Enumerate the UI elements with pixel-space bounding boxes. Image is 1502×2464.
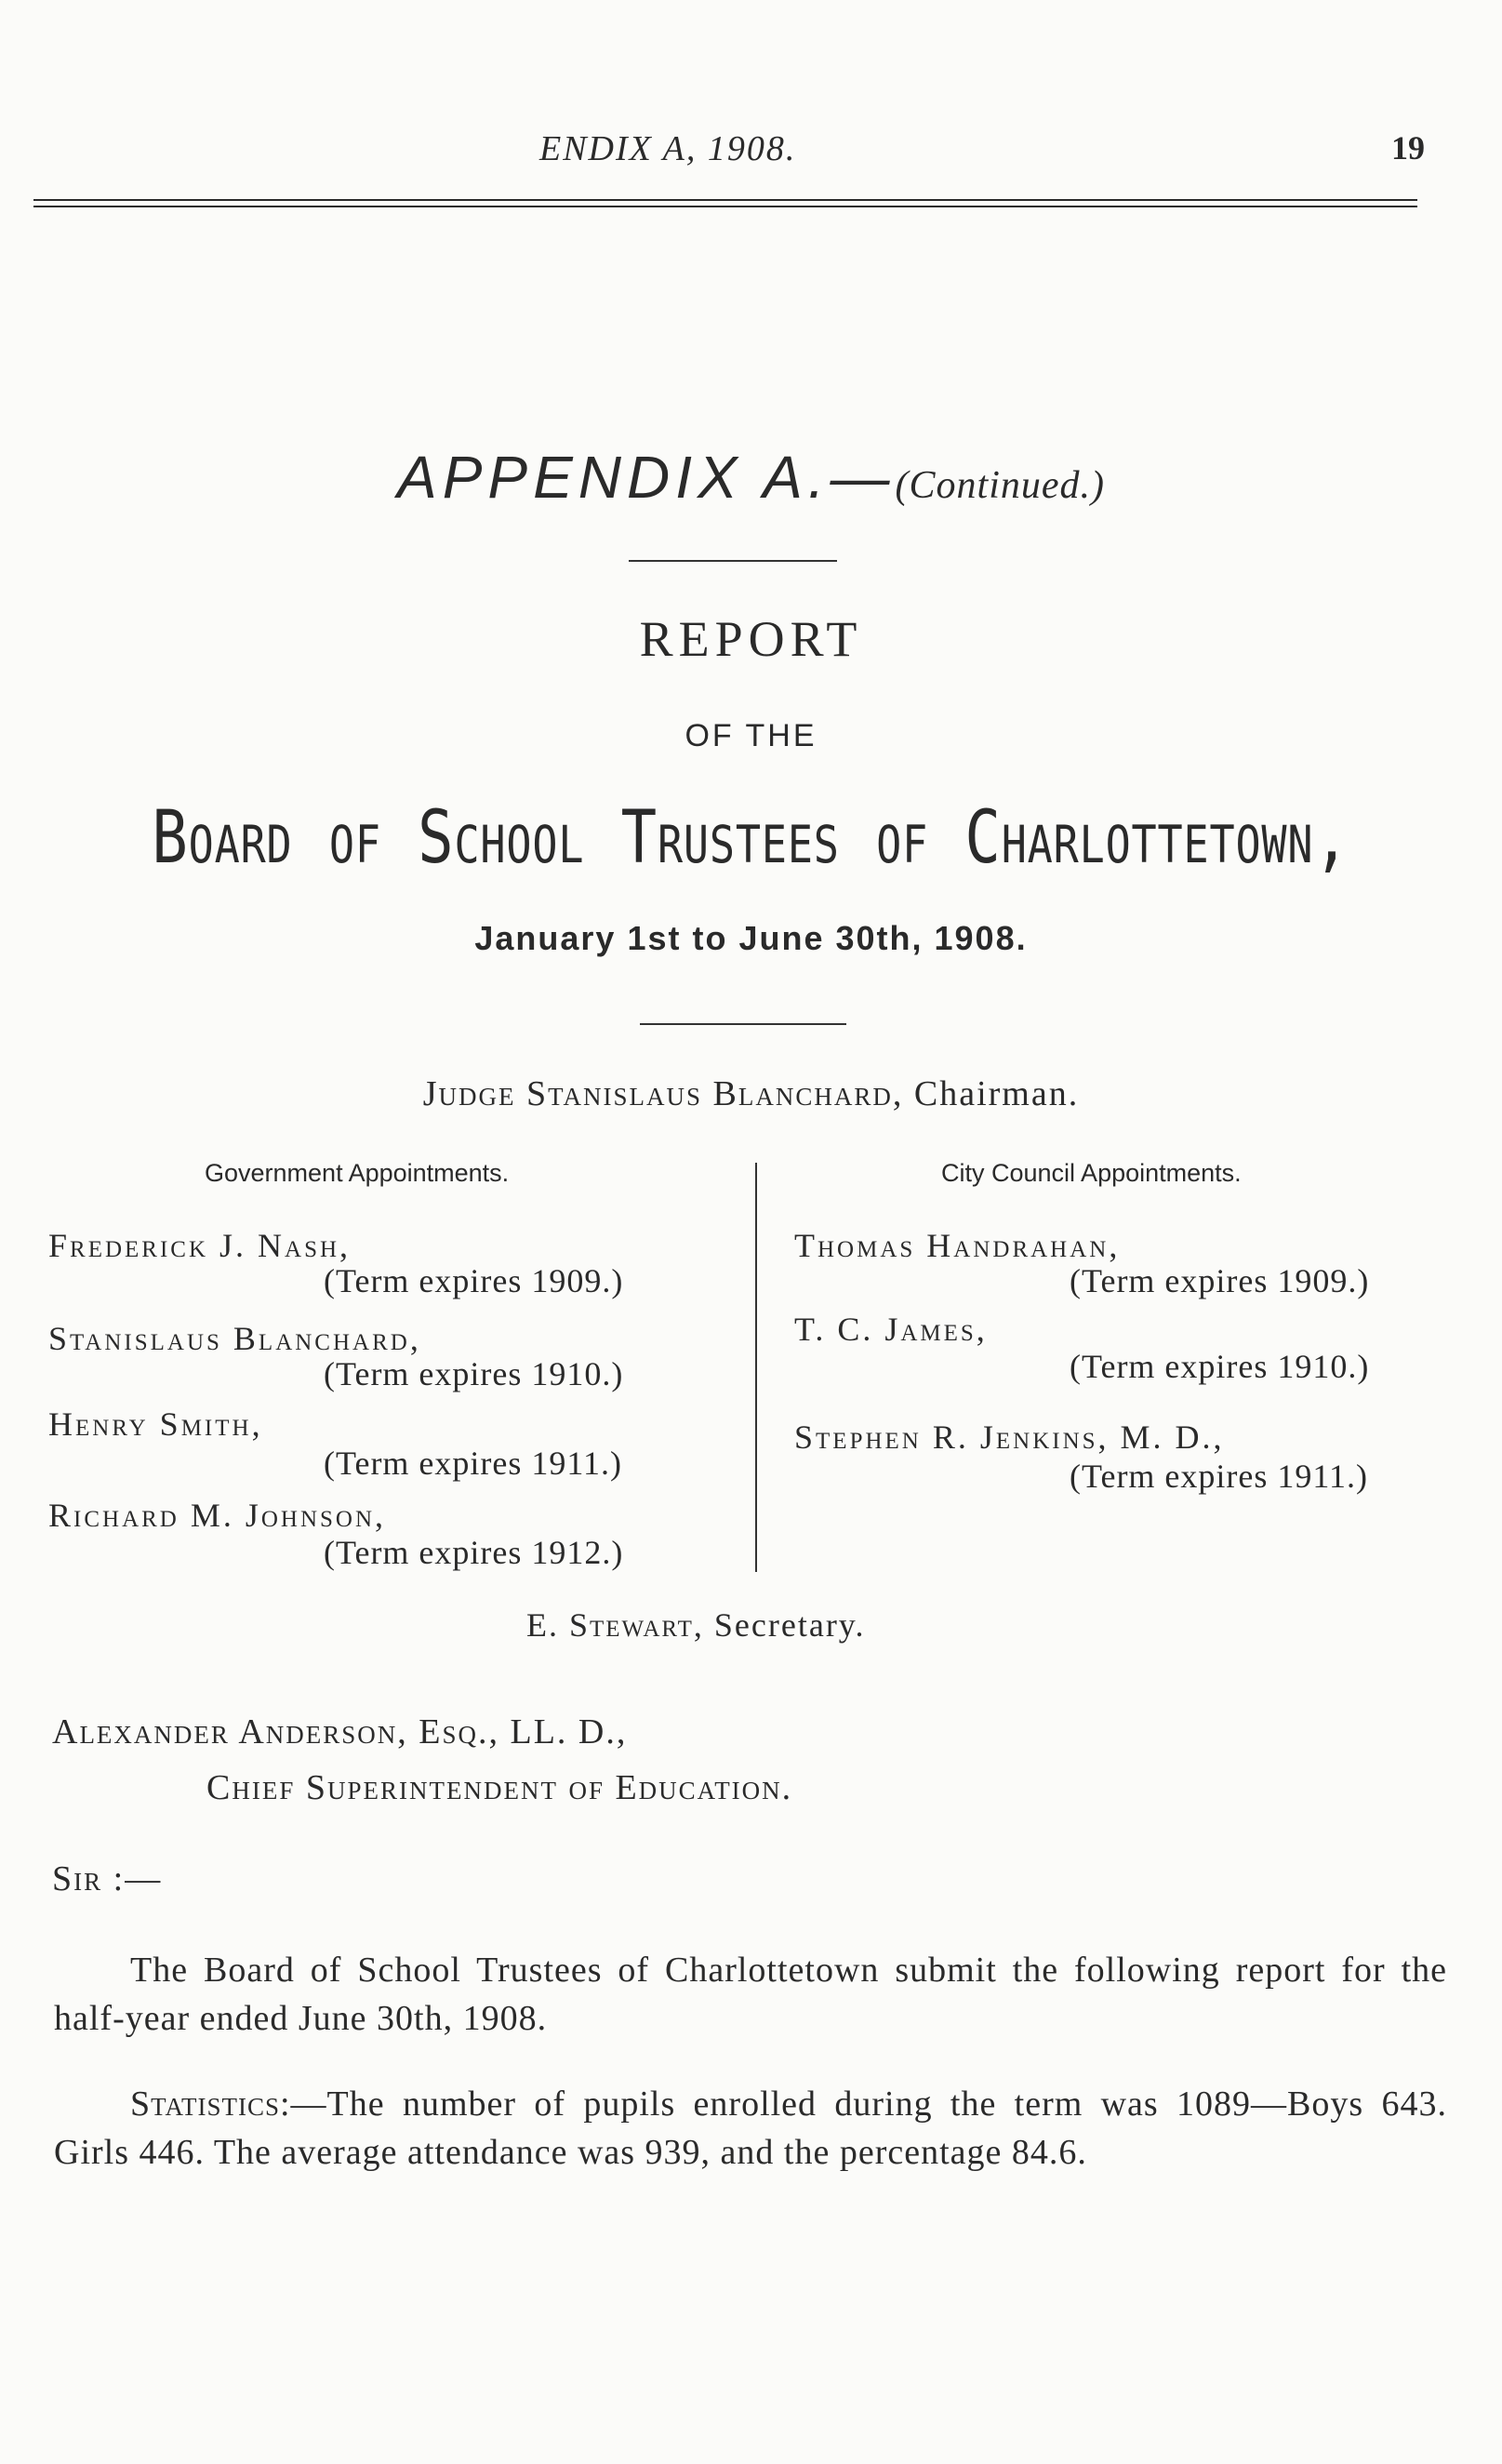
secretary-role: Secretary.	[713, 1606, 866, 1644]
city-council-member-name: T. C. James,	[794, 1311, 988, 1348]
continued-label: (Continued.)	[895, 464, 1105, 507]
statistics-label: Statistics	[130, 2084, 280, 2124]
government-member-term: (Term expires 1909.)	[324, 1262, 624, 1299]
government-member-name: Richard M. Johnson,	[48, 1497, 387, 1534]
body-paragraph: The Board of School Trustees of Charlottetown submit the following report for the half-year ended June 30th, 1908.	[54, 1951, 1447, 2038]
city-council-appointments-heading: City Council Appointments.	[941, 1159, 1242, 1187]
column-divider	[755, 1163, 757, 1572]
city-council-member-name: Thomas Handrahan,	[794, 1227, 1121, 1264]
city-council-member-term: (Term expires 1911.)	[1070, 1458, 1369, 1495]
addressee-name: Alexander Anderson, Esq., LL. D.,	[52, 1712, 628, 1751]
date-range: January 1st to June 30th, 1908.	[474, 919, 1028, 957]
statistics-text: :—The number of pupils enrolled during the term was 1089—Boys 643. Girls 446. The average attendance was 939, and the percentage 84.6.	[54, 2084, 1447, 2172]
chairman-role: Chairman.	[913, 1074, 1080, 1113]
city-council-member-term: (Term expires 1910.)	[1070, 1348, 1370, 1385]
title-divider	[629, 560, 837, 562]
government-member-name: Stanislaus Blanchard,	[48, 1320, 421, 1357]
chairman-name: Judge Stanislaus Blanchard,	[422, 1074, 904, 1113]
statistics-paragraph	[54, 2080, 1447, 2177]
header-rule-bottom	[33, 206, 1417, 207]
government-member-name: Frederick J. Nash,	[48, 1227, 352, 1264]
page-number: 19	[1391, 129, 1425, 166]
government-member-term: (Term expires 1911.)	[324, 1445, 623, 1482]
city-council-member-name: Stephen R. Jenkins, M. D.,	[794, 1418, 1225, 1456]
salutation: Sir :—	[52, 1859, 163, 1898]
government-member-term: (Term expires 1912.)	[324, 1534, 624, 1571]
chairman-line	[0, 1073, 1502, 1114]
secretary-name: E. Stewart,	[526, 1606, 704, 1644]
running-head: ENDIX A, 1908.	[539, 129, 797, 168]
government-appointments-heading: Government Appointments.	[205, 1159, 510, 1187]
date-divider	[640, 1023, 846, 1025]
of-the-label: OF THE	[685, 718, 817, 753]
government-member-term: (Term expires 1910.)	[324, 1355, 624, 1392]
addressee-title: Chief Superintendent of Education.	[206, 1768, 793, 1807]
report-heading: REPORT	[639, 611, 863, 667]
appendix-title	[0, 443, 1502, 512]
board-title: Board of School Trustees of Charlottetown,	[152, 796, 1350, 880]
appendix-label: APPENDIX A.—	[397, 444, 896, 511]
secretary-line	[526, 1605, 865, 1645]
city-council-member-term: (Term expires 1909.)	[1070, 1262, 1370, 1299]
header-rule-top	[33, 199, 1417, 201]
government-member-name: Henry Smith,	[48, 1405, 263, 1443]
